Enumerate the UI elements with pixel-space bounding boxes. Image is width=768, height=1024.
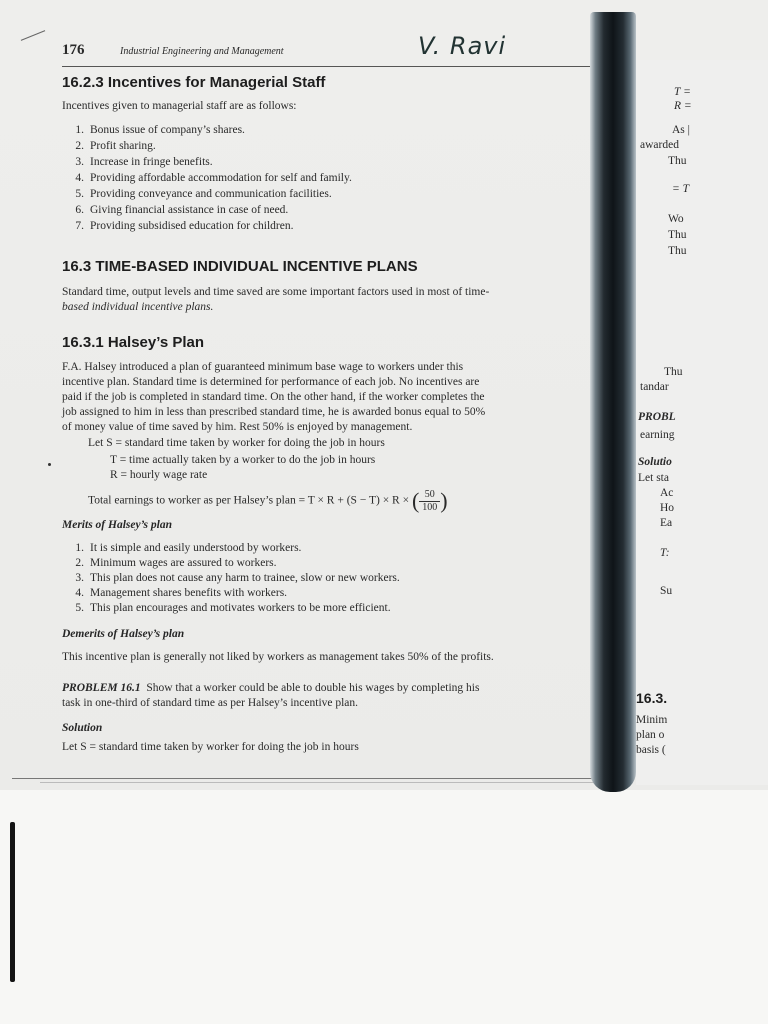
problem-text: Show that a worker could be able to double his wages by completing his [146,682,480,694]
facing-page-fragment: Solutio [638,456,672,468]
list-item: 2. Profit sharing. [75,140,156,152]
demerits-heading: Demerits of Halsey’s plan [62,628,185,640]
section-heading-16-3: 16.3 TIME-BASED INDIVIDUAL INCENTIVE PLANS [62,258,418,275]
handwritten-signature: V. Ravi [418,32,507,60]
stray-dot [48,463,51,466]
paragraph-line: Standard time, output levels and time saved are some important factors used in most of time- [62,286,490,298]
solution-line: Let S = standard time taken by worker for doing the job in hours [62,741,359,753]
list-item: 1. Bonus issue of company’s shares. [75,124,245,136]
facing-page-fragment: R = [674,100,692,112]
facing-page-fragment: Thu [668,245,687,257]
formula-denominator: 100 [422,501,438,513]
facing-page-fragment: Ea [660,517,673,529]
list-item: 1. It is simple and easily understood by workers. [75,542,302,554]
list-item: 4. Providing affordable accommodation for self and family. [75,172,352,184]
problem-label: PROBLEM 16.1 [62,682,141,694]
facing-page-fragment: Minim [636,714,668,726]
facing-page-fragment: Thu [664,366,683,378]
paragraph-line: F.A. Halsey introduced a plan of guaranteed minimum base wage to workers under this [62,361,464,373]
section-heading-16-3-1: 16.3.1 Halsey’s Plan [62,334,205,351]
page-number: 176 [62,42,85,58]
facing-page-fragment: PROBL [638,411,676,423]
list-item: 4. Management shares benefits with workers. [75,587,288,599]
formula-numerator: 50 [419,489,440,502]
merits-heading: Merits of Halsey’s plan [62,519,172,531]
list-item: 5. Providing conveyance and communication facilities. [75,188,332,200]
paragraph-line: incentive plan. Standard time is determined for performance of each job. No incentives are [62,376,480,388]
halsey-formula [88,488,448,514]
paragraph-line: paid if the job is completed in standard time. On the other hand, if the worker completes the [62,391,485,403]
definition-r: R = hourly wage rate [110,469,208,481]
list-item: 2. Minimum wages are assured to workers. [75,557,277,569]
solution-heading: Solution [62,722,103,734]
list-item: 6. Giving financial assistance in case of need. [75,204,289,216]
paragraph-line: based individual incentive plans. [62,301,214,313]
header-rule [62,66,592,67]
problem-line-2: task in one-third of standard time as per Halsey’s incentive plan. [62,697,359,709]
bottom-rule-shadow [40,782,600,783]
formula-open-paren: ( [411,488,420,513]
formula-fraction [419,489,440,514]
facing-page-fragment: awarded [640,139,679,151]
facing-page-fragment: tandar [640,381,669,393]
facing-page-fragment: = T [672,183,690,195]
section-heading-16-2-3: 16.2.3 Incentives for Managerial Staff [62,74,326,91]
facing-page-fragment: Ac [660,487,674,499]
facing-page-fragment: Ho [660,502,675,514]
list-item: 3. This plan does not cause any harm to trainee, slow or new workers. [75,572,400,584]
list-item: 3. Increase in fringe benefits. [75,156,213,168]
facing-page-fragment: Wo [668,213,684,225]
facing-page-fragment: T: [660,547,670,559]
facing-page-fragment: Let sta [638,472,669,484]
facing-page-fragment: basis ( [636,744,666,756]
facing-page-fragment: Thu [668,229,687,241]
list-item: 5. This plan encourages and motivates workers to be more efficient. [75,602,391,614]
paragraph-line: job assigned to him in less than prescribed standard time, he is awarded bonus equal to 50% [62,406,486,418]
facing-page-fragment: Su [660,585,673,597]
demerits-text: This incentive plan is generally not liked by workers as management takes 50% of the profits. [62,651,494,663]
bottom-rule [12,778,592,779]
definition-t: T = time actually taken by a worker to do the job in hours [110,454,376,466]
facing-page-fragment: T = [674,86,691,98]
pen-mark [10,822,15,982]
book-binding-shadow [590,12,636,792]
blank-area [0,790,768,1024]
formula-lead: Total earnings to worker as per Halsey’s plan = T × R + (S − T) × R × [88,494,410,507]
facing-page-fragment: 16.3. [636,690,668,706]
definition-s: Let S = standard time taken by worker for doing the job in hours [88,437,385,449]
section-intro: Incentives given to managerial staff are as follows: [62,100,297,112]
list-item: 7. Providing subsidised education for children. [75,220,294,232]
facing-page-fragment: Thu [668,155,687,167]
formula-close-paren: ) [440,488,448,513]
facing-page-fragment: earning [640,429,675,441]
paragraph-line: of money value of time saved by him. Rest 50% is enjoyed by management. [62,421,413,433]
facing-page-fragment: As | [672,124,690,136]
problem-line-1 [62,682,479,694]
running-head: Industrial Engineering and Management [120,46,284,57]
facing-page-fragment: plan o [636,729,665,741]
